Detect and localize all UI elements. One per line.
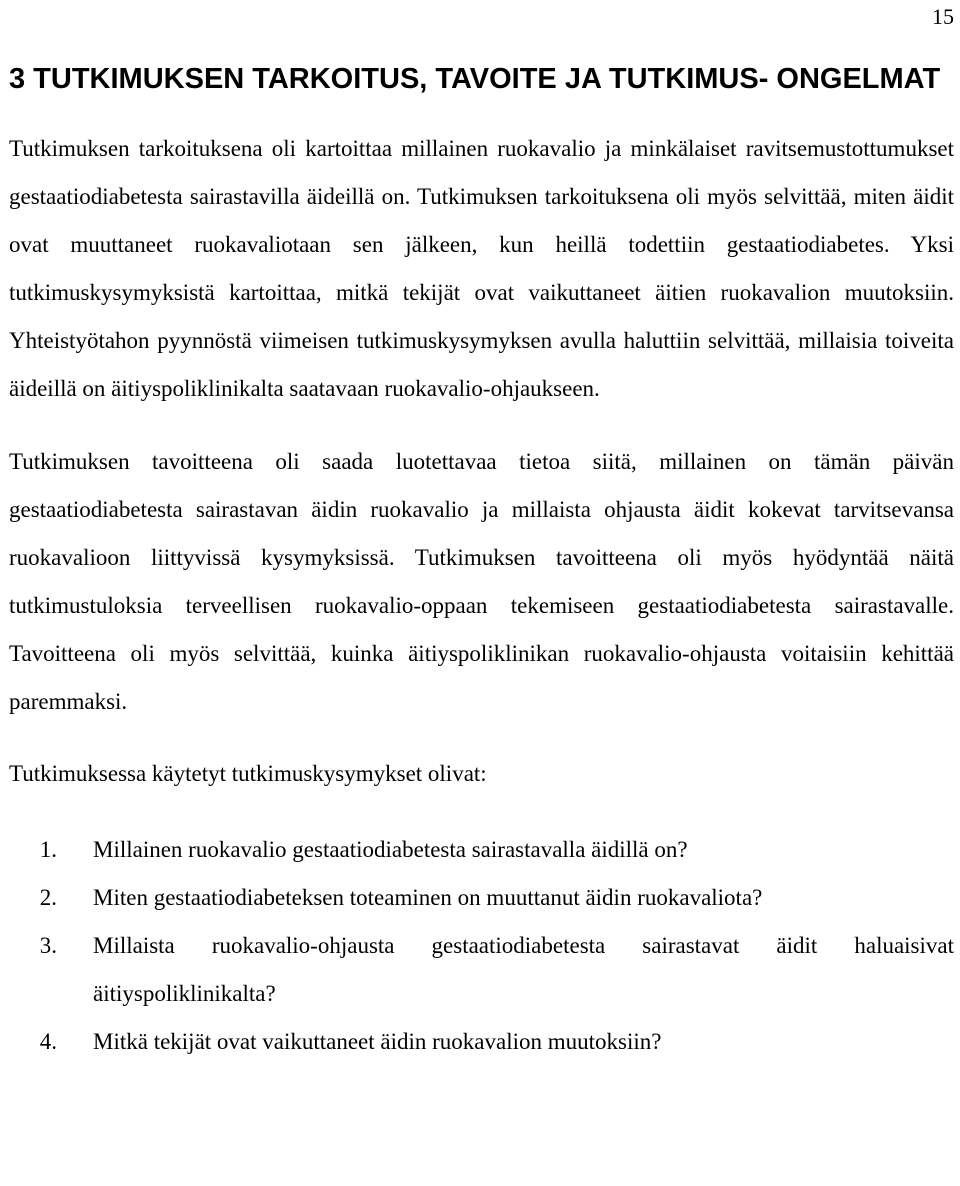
research-question-item	[9, 922, 954, 1018]
question-text: Mitkä tekijät ovat vaikuttaneet äidin ruokavalion muutoksiin?	[93, 1029, 662, 1054]
question-text: Millainen ruokavalio gestaatiodiabetesta sairastavalla äidillä on?	[93, 837, 688, 862]
paragraph-goal: Tutkimuksen tavoitteena oli saada luotettavaa tietoa siitä, millainen on tämän päivän gestaatiodiabetesta sairastavan äidin ruokavalio ja millaista ohjausta äidit kokevat tarvitsevansa ruokavalioon liittyvissä kysymyksissä. Tutkimuksen tavoitteena oli myös hyödyntää näitä tutkimustuloksia terveellisen ruokavalio-oppaan tekemiseen gestaatiodiabetesta sairastavalle. Tavoitteena oli myös selvittää, kuinka äitiyspoliklinikan ruokavalio-ohjausta voitaisiin kehittää paremmaksi.	[9, 449, 954, 714]
research-questions-list	[9, 826, 954, 1066]
research-question-item	[9, 1018, 954, 1066]
chapter-heading: 3 TUTKIMUKSEN TARKOITUS, TAVOITE JA TUTKIMUS- ONGELMAT	[9, 63, 941, 95]
paragraph-purpose: Tutkimuksen tarkoituksena oli kartoittaa millainen ruokavalio ja minkälaiset ravitsemustottumukset gestaatiodiabetesta sairastavilla äideillä on. Tutkimuksen tarkoituksena oli myös selvittää, miten äidit ovat muuttaneet ruokavaliotaan sen jälkeen, kun heillä todettiin gestaatiodiabetes. Yksi tutkimuskysymyksistä kartoittaa, mitkä tekijät ovat vaikuttaneet äitien ruokavalion muutoksiin. Yhteistyötahon pyynnöstä viimeisen tutkimuskysymyksen avulla haluttiin selvittää, millaisia toiveita äideillä on äitiyspoliklinikalta saatavaan ruokavalio-ohjaukseen.	[9, 136, 954, 401]
question-number: 1.	[39, 837, 57, 862]
paragraph-questions-intro: Tutkimuksessa käytetyt tutkimuskysymykset olivat:	[9, 761, 487, 786]
question-text: Miten gestaatiodiabeteksen toteaminen on muuttanut äidin ruokavaliota?	[93, 885, 763, 910]
question-number: 2.	[39, 885, 57, 910]
question-text: Millaista ruokavalio-ohjausta gestaatiodiabetesta sairastavat äidit haluaisivat äitiyspoliklinikalta?	[93, 933, 954, 1006]
question-number: 3.	[39, 933, 57, 958]
question-number: 4.	[39, 1029, 57, 1054]
page-number: 15	[932, 4, 954, 29]
research-question-item	[9, 874, 954, 922]
research-question-item	[9, 826, 954, 874]
page-content	[9, 62, 954, 1066]
